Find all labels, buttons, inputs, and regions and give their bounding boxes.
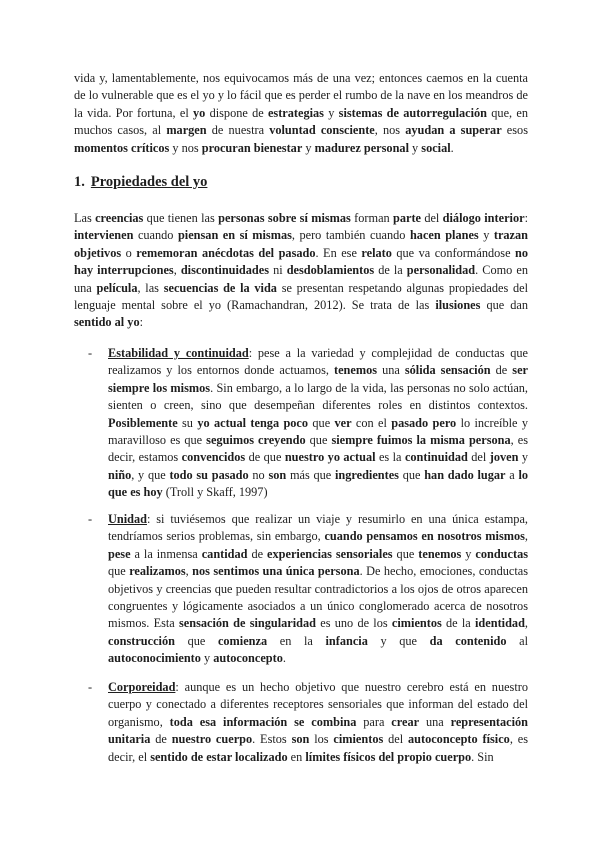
text-run: al — [506, 633, 528, 648]
emphasis-text: sentido al yo — [74, 315, 140, 330]
text-run: que — [392, 546, 419, 561]
emphasis-text: ver — [334, 415, 352, 430]
text-run: . De hecho, emociones, conductas objetivos y creencias que pueden resultar contradictorios a los ojos de otros aparecen congruentes y lógicamente asociados a un único conglomerado acerca de nosotros mismos. Esta — [108, 564, 528, 631]
text-run: : pese a la variedad y complejidad de conductas que realizamos y los entornos donde actuamos, — [108, 346, 529, 378]
text-run: dispone de — [205, 105, 268, 120]
emphasis-text: nuestro cuerpo — [171, 732, 253, 747]
emphasis-text: sólida sensación — [404, 363, 491, 378]
text-run: . — [282, 651, 286, 666]
emphasis-text: intervienen — [74, 228, 134, 243]
text-run: . Sin — [471, 749, 494, 764]
text-run: que — [308, 415, 335, 430]
list-item-unidad — [88, 511, 528, 668]
emphasis-text: personalidad — [406, 263, 476, 278]
emphasis-text: trazan objetivos — [74, 228, 528, 260]
emphasis-text: conductas — [475, 546, 529, 561]
text-run: ni — [269, 263, 287, 278]
list-item-estabilidad — [88, 345, 528, 502]
text-run: una — [419, 714, 451, 729]
text-run: , es decir, el — [108, 732, 528, 764]
text-run: de — [150, 732, 172, 747]
text-run: a la inmensa — [130, 546, 202, 561]
text-run: que, en muchos casos, al — [74, 105, 528, 138]
emphasis-text: creencias — [95, 211, 144, 225]
text-run: , es decir, estamos — [108, 433, 528, 465]
emphasis-text: son — [268, 467, 287, 482]
emphasis-text: madurez personal — [314, 140, 409, 155]
emphasis-text: momentos críticos — [74, 140, 170, 155]
text-run: es uno de los — [316, 616, 392, 631]
text-run: , nos — [374, 123, 406, 138]
emphasis-text: tenemos — [333, 363, 378, 378]
emphasis-text: hacen planes — [409, 228, 479, 243]
text-run: o — [121, 245, 137, 260]
text-run: a — [505, 467, 519, 482]
emphasis-text: secuencias de la vida — [163, 280, 277, 295]
emphasis-text: continuidad — [404, 450, 468, 465]
emphasis-text: sensación de singularidad — [179, 616, 316, 631]
text-run: y — [302, 140, 315, 155]
text-run: en — [287, 749, 306, 764]
text-run: no — [248, 467, 269, 482]
text-run: vida y, lamentablemente, nos equivocamos más de una vez; entonces caemos en la cuenta de lo vulnerable que es el yo y lo fácil que es perder el rumbo de la nave en los meandros de la vida. Por fortuna, el — [74, 71, 528, 120]
emphasis-text: ilusiones — [435, 298, 481, 313]
emphasis-text: nuestro yo actual — [284, 450, 376, 465]
list-item-body — [108, 679, 528, 766]
text-run: que dan — [480, 298, 528, 313]
text-run: esos — [501, 123, 528, 138]
text-run: del — [421, 211, 443, 225]
text-run: , y que — [131, 467, 170, 482]
text-run: . Estos — [252, 732, 292, 747]
text-run: : — [139, 315, 144, 330]
text-run: su — [177, 415, 198, 430]
emphasis-text: da contenido — [429, 633, 507, 648]
emphasis-text: voluntad consciente — [269, 123, 375, 138]
emphasis-text: autoconcepto — [213, 651, 283, 666]
text-run: y — [408, 140, 422, 155]
emphasis-text: película — [96, 280, 138, 295]
emphasis-text: diálogo interior — [442, 211, 525, 225]
emphasis-text: seguimos creyendo — [206, 433, 306, 448]
text-run: que va conformándose — [391, 245, 516, 260]
emphasis-text: margen — [166, 123, 207, 138]
list-bullet: - — [88, 512, 93, 526]
emphasis-text: sentido de estar localizado — [150, 749, 288, 764]
text-run: más que — [286, 467, 335, 482]
emphasis-text: cimientos — [391, 616, 442, 631]
emphasis-text: ser siempre los mismos — [108, 363, 528, 395]
text-run: y — [200, 651, 214, 666]
emphasis-text: personas sobre sí mismas — [218, 211, 351, 225]
text-run: que tienen las — [143, 211, 219, 225]
list-bullet: - — [88, 346, 93, 360]
emphasis-text: siempre fuimos la misma persona — [331, 433, 511, 448]
emphasis-text: todo su pasado — [169, 467, 249, 482]
text-run: , pero también cuando — [291, 228, 410, 243]
emphasis-text: han dado lugar — [424, 467, 506, 482]
emphasis-text: autoconocimiento — [108, 651, 201, 666]
list-item-term: Corporeidad — [108, 680, 176, 694]
text-run: que — [305, 433, 332, 448]
text-run: y — [461, 546, 476, 561]
emphasis-text: crear — [391, 714, 420, 729]
section-number: 1. — [74, 174, 85, 190]
emphasis-text: pese — [108, 546, 131, 561]
text-run: de — [247, 546, 268, 561]
emphasis-text: discontinuidades — [180, 263, 270, 278]
text-run: y — [478, 228, 494, 243]
emphasis-text: Posiblemente — [108, 415, 178, 430]
section-heading — [74, 173, 207, 191]
list-bullet: - — [88, 680, 93, 694]
emphasis-text: procuran bienestar — [201, 140, 303, 155]
text-run: se presentan respetando algunas propiedades del lenguaje mental sobre el yo (Ramachandran, 2012). Se trata de las — [74, 280, 528, 313]
emphasis-text: yo — [193, 105, 206, 120]
text-run: , las — [137, 280, 164, 295]
emphasis-text: experiencias sensoriales — [267, 546, 393, 561]
text-run: de que — [245, 450, 285, 465]
emphasis-text: niño — [108, 467, 132, 482]
emphasis-text: comienza — [217, 633, 268, 648]
text-run: lo increíble y maravilloso es que — [108, 415, 528, 448]
text-run: de — [490, 363, 513, 378]
text-run: que — [108, 564, 130, 579]
text-run: : aunque es un hecho objetivo que nuestro cerebro está en nuestro cuerpo y conectado a diferentes receptores sensoriales que informan del estado del organismo, — [108, 680, 528, 729]
text-run: cuando — [133, 228, 178, 243]
emphasis-text: desdoblamientos — [286, 263, 375, 278]
section-title: Propiedades del yo — [90, 174, 208, 190]
text-run: . Como en una — [74, 263, 528, 295]
intro-paragraph — [74, 70, 528, 157]
text-run: y que — [367, 633, 430, 648]
list-item-term: Estabilidad y continuidad — [108, 346, 249, 360]
emphasis-text: piensan en sí mismas — [177, 228, 292, 243]
text-run: con el — [351, 415, 392, 430]
emphasis-text: autoconcepto físico — [407, 732, 510, 747]
text-run: del — [467, 450, 490, 465]
list-item-text — [108, 346, 528, 499]
emphasis-text: social — [421, 140, 451, 155]
text-run: es la — [375, 450, 405, 465]
text-run: : si tuviésemos que realizar un viaje y resumirlo en una única estampa, tendríamos serios problemas, sin embargo, — [108, 512, 528, 544]
text-run: , — [173, 263, 181, 278]
emphasis-text: representación unitaria — [108, 714, 529, 747]
text-run: . Sin embargo, a lo largo de la vida, las personas no solo actúan, sienten o creen, sino que desempeñan diferentes roles en distintos contextos. — [108, 380, 528, 413]
text-run: , — [185, 564, 193, 579]
text-run: . En ese — [315, 245, 362, 260]
text-run: una — [377, 363, 405, 378]
text-run: y — [518, 450, 529, 465]
text-run: los — [309, 732, 334, 747]
text-run: Las — [74, 211, 96, 225]
emphasis-text: identidad — [475, 616, 525, 631]
list-item-term: Unidad — [108, 512, 147, 526]
emphasis-text: cuando pensamos en nosotros mismos — [324, 529, 525, 544]
emphasis-text: construcción — [108, 633, 175, 648]
text-run: (Troll y Skaff, 1997) — [162, 485, 268, 500]
list-item-corporeidad — [88, 679, 528, 766]
text-run: de la — [441, 616, 476, 631]
emphasis-text: son — [291, 732, 310, 747]
text-run: . — [450, 140, 454, 155]
emphasis-text: lo que es hoy — [108, 467, 529, 500]
text-run: que — [398, 467, 425, 482]
text-run: para — [356, 714, 392, 729]
text-run: , — [524, 529, 528, 544]
text-run: y — [323, 105, 339, 120]
emphasis-text: límites físicos del propio cuerpo — [305, 749, 472, 764]
emphasis-text: ayudan a superar — [405, 123, 502, 138]
list-item-text — [108, 512, 528, 665]
emphasis-text: convencidos — [181, 450, 246, 465]
emphasis-text: toda esa información se combina — [169, 714, 357, 729]
text-run: : — [524, 211, 528, 225]
emphasis-text: rememoran anécdotas del pasado — [136, 245, 316, 260]
emphasis-text: nos sentimos una única persona — [192, 564, 360, 579]
text-run: que — [174, 633, 218, 648]
list-item-body — [108, 345, 528, 502]
text-run: del — [383, 732, 408, 747]
text-run: , — [524, 616, 528, 631]
emphasis-text: yo actual tenga poco — [197, 415, 309, 430]
emphasis-text: cimientos — [333, 732, 384, 747]
list-item-body — [108, 511, 528, 668]
text-run: de nuestra — [206, 123, 270, 138]
text-run: de la — [374, 263, 407, 278]
emphasis-text: sistemas de autorregulación — [338, 105, 488, 120]
emphasis-text: estrategias — [267, 105, 324, 120]
emphasis-text: relato — [361, 245, 392, 260]
section-paragraph — [74, 210, 528, 332]
text-run: en la — [267, 633, 326, 648]
emphasis-text: parte — [393, 211, 421, 225]
emphasis-text: tenemos — [418, 546, 462, 561]
text-run: forman — [350, 211, 393, 225]
emphasis-text: no hay interrupciones — [74, 245, 529, 278]
text-run: y nos — [169, 140, 202, 155]
emphasis-text: ingredientes — [334, 467, 399, 482]
emphasis-text: cantidad — [201, 546, 248, 561]
emphasis-text: realizamos — [129, 564, 186, 579]
emphasis-text: pasado pero — [391, 415, 457, 430]
emphasis-text: infancia — [325, 633, 368, 648]
emphasis-text: joven — [489, 450, 519, 465]
